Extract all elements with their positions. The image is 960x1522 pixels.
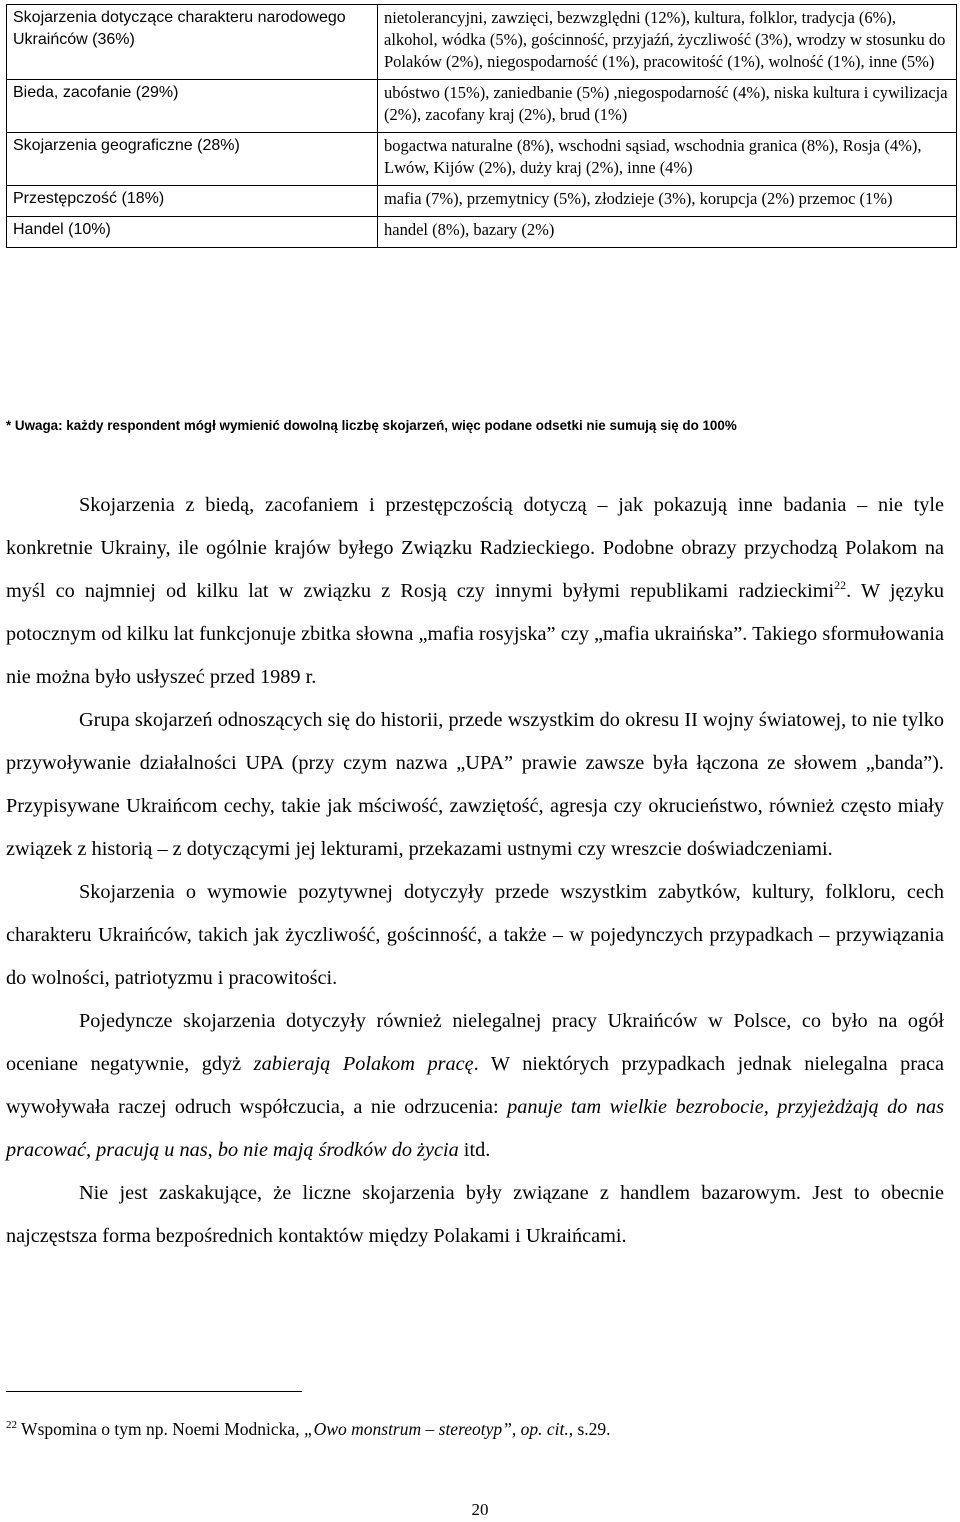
details-cell: bogactwa naturalne (8%), wschodni sąsiad, wschodnia granica (8%), Rosja (4%), Lwów, Kijów (2%), duży kraj (2%), inne (4%) <box>378 133 957 186</box>
category-cell: Bieda, zacofanie (29%) <box>7 80 378 133</box>
footnote-text-a: Wspomina o tym np. Noemi Modnicka, <box>17 1419 304 1439</box>
table-row <box>7 133 957 186</box>
table-row <box>7 80 957 133</box>
paragraph-4-text-b: . W niektórych przypadkach jednak nielegalna praca wywoływała raczej odruch współczucia, a nie odrzucenia: <box>6 1053 945 1118</box>
table-note: * Uwaga: każdy respondent mógł wymienić dowolną liczbę skojarzeń, więc podane odsetki nie sumują się do 100% <box>6 418 737 433</box>
details-cell: ubóstwo (15%), zaniedbanie (5%) ,niegospodarność (4%), niska kultura i cywilizacja (2%), zacofany kraj (2%), brud (1%) <box>378 80 957 133</box>
paragraph-1-text-a: Skojarzenia z biedą, zacofaniem i przestępczością dotyczą – jak pokazują inne badania – nie tyle konkretnie Ukrainy, ile ogólnie krajów byłego Związku Radzieckiego. Podobne obrazy przychodzą Polakom na myśl co najmniej od kilku lat w związku z Rosją czy innymi byłymi republikami radzieckimi <box>6 494 944 602</box>
table-row <box>7 5 957 80</box>
details-cell: mafia (7%), przemytnicy (5%), złodzieje (3%), korupcja (2%) przemoc (1%) <box>378 186 957 217</box>
body-text <box>6 484 944 1258</box>
paragraph-3: Skojarzenia o wymowie pozytywnej dotyczyły przede wszystkim zabytków, kultury, folkloru, cech charakteru Ukraińców, takich jak życzliwość, gościnność, a także – w pojedynczych przypadkach – przywiązania do wolności, patriotyzmu i pracowitości. <box>6 881 944 989</box>
paragraph-2: Grupa skojarzeń odnoszących się do historii, przede wszystkim do okresu II wojny światowej, to nie tylko przywoływanie działalności UPA (przy czym nazwa „UPA” prawie zawsze była łączona ze słowem „banda”). Przypisywane Ukraińcom cechy, takie jak mściwość, zawziętość, agresja czy okrucieństwo, również często miały związek z historią – z dotyczącymi jej lekturami, przekazami ustnymi czy wreszcie doświadczeniami. <box>6 709 944 860</box>
category-cell: Handel (10%) <box>7 217 378 248</box>
paragraph-4-text-a: Pojedyncze skojarzenia dotyczyły również nielegalnej pracy Ukraińców w Polsce, co było na ogół oceniane negatywnie, gdyż <box>6 1010 944 1075</box>
footnote-ref: 22 <box>834 578 847 593</box>
category-cell: Skojarzenia geograficzne (28%) <box>7 133 378 186</box>
footnote-text-b: , s.29. <box>568 1419 611 1439</box>
details-cell: handel (8%), bazary (2%) <box>378 217 957 248</box>
footnote-number: 22 <box>6 1419 17 1432</box>
category-cell: Skojarzenia dotyczące charakteru narodowego Ukraińców (36%) <box>7 5 378 80</box>
table-row <box>7 217 957 248</box>
paragraph-1 <box>6 484 944 699</box>
footnote-title: „Owo monstrum – stereotyp”, op. cit. <box>303 1419 569 1439</box>
table-row <box>7 186 957 217</box>
quote-italic-1: zabierają Polakom pracę <box>253 1053 474 1075</box>
paragraph-1-text-b: . W języku potocznym od kilku lat funkcjonuje zbitka słowna „mafia rosyjska” czy „mafia ukraińska”. Takiego sformułowania nie można było usłyszeć przed 1989 r. <box>6 580 944 688</box>
paragraph-4-text-c: itd. <box>458 1139 491 1161</box>
footnote-separator <box>6 1391 302 1392</box>
category-cell: Przestępczość (18%) <box>7 186 378 217</box>
associations-table <box>6 4 957 248</box>
footnote <box>6 1419 956 1440</box>
paragraph-4 <box>6 1000 944 1172</box>
page-number: 20 <box>471 1500 489 1519</box>
paragraph-5: Nie jest zaskakujące, że liczne skojarzenia były związane z handlem bazarowym. Jest to obecnie najczęstsza forma bezpośrednich kontaktów między Polakami i Ukraińcami. <box>6 1182 944 1247</box>
details-cell: nietolerancyjni, zawzięci, bezwzględni (12%), kultura, folklor, tradycja (6%), alkohol, wódka (5%), gościnność, przyjaźń, życzliwość (3%), wrodzy w stosunku do Polaków (2%), niegospodarność (1%), pracowitość (1%), wolność (1%), inne (5%) <box>378 5 957 80</box>
quote-italic-2: panuje tam wielkie bezrobocie, przyjeżdżają do nas pracować, pracują u nas, bo nie mają środków do życia <box>6 1096 944 1161</box>
